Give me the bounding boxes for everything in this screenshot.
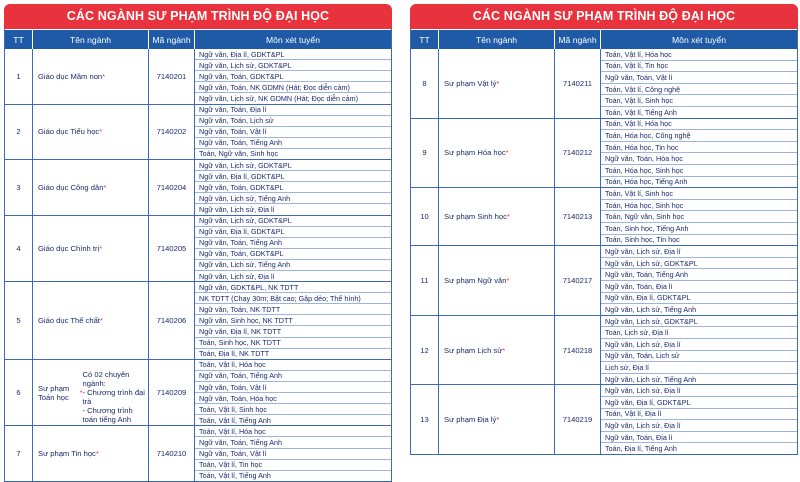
required-asterisk-icon: *: [496, 415, 500, 425]
row-number: 2: [5, 105, 33, 160]
major-name: [439, 119, 555, 188]
subject-combination: Ngữ văn, Địa lí, GDKT&PL: [195, 49, 391, 60]
row-number: 7: [5, 426, 33, 481]
row-number: 5: [5, 282, 33, 359]
major-code: 7140212: [555, 119, 601, 188]
required-asterisk-icon: *: [95, 449, 99, 459]
major-code: 7140204: [149, 160, 195, 215]
subject-combination: Ngữ văn, Toán, Địa lí: [195, 105, 391, 116]
table-row: [5, 216, 391, 283]
subject-combination: Toán, Hóa học, Sinh học: [601, 200, 797, 212]
subject-combination: Ngữ văn, Lịch sử, Địa lí: [601, 420, 797, 432]
subject-combination: Ngữ văn, Toán, Tiếng Anh: [195, 437, 391, 448]
required-asterisk-icon: *: [505, 148, 509, 158]
required-asterisk-icon: *: [99, 243, 103, 253]
major-code: 7140218: [555, 316, 601, 385]
major-code: 7140210: [149, 426, 195, 481]
subject-combination: Ngữ văn, Địa lí, GDKT&PL: [601, 397, 797, 409]
subject-combination: Toán, Vật lí, Tiếng Anh: [199, 415, 271, 425]
subject-combination: Ngữ văn, Toán, NK GDMN (Hát; Đọc diễn cảm): [195, 82, 391, 93]
subject-combination: Ngữ văn, Toán, Vật lí: [195, 127, 391, 138]
subject-combination: Ngữ văn, Lịch sử, Địa lí: [601, 339, 797, 351]
subject-combination: Toán, Vật lí, Sinh học: [601, 188, 797, 200]
table-row: [5, 160, 391, 216]
major-name: [33, 282, 149, 359]
subject-combination: Ngữ văn, Toán, Địa lí: [601, 281, 797, 293]
subject-combination: Lịch sử, Địa lí: [601, 362, 797, 374]
subject-combination: Ngữ văn, Lịch sử, Tiếng Anh: [195, 260, 391, 271]
subject-combination: Ngữ văn, Địa lí, GDKT&PL: [601, 293, 797, 305]
table-row: [411, 385, 797, 455]
subject-combination: Toán, Vật lí, Sinh học: [601, 95, 797, 107]
major-name-text: Sư phạm Tin học: [38, 449, 96, 459]
subject-combination: Toán, Địa lí, NK TDTT: [199, 349, 270, 359]
subject-combination: Toán, Vật lí, Tiếng Anh: [199, 471, 271, 481]
table-row: [5, 49, 391, 105]
major-name-text: Giáo dục Mầm non: [38, 71, 103, 81]
major-name-text: Sư phạm Hóa học: [444, 148, 506, 158]
subject-combination: Toán, Sinh học, Tiếng Anh: [601, 223, 797, 235]
subject-combination: Toán, Vật lí, Địa lí: [601, 409, 797, 421]
major-name: [439, 49, 555, 118]
table-row: [5, 105, 391, 161]
major-name: [33, 105, 149, 160]
right-panel: [410, 4, 798, 454]
subject-combination: Ngữ văn, Toán, GDKT&PL: [195, 249, 391, 260]
header-tt: TT: [411, 30, 439, 49]
subject-combination: Ngữ văn, Toán, Tiếng Anh: [601, 269, 797, 281]
subject-list: [195, 282, 391, 359]
major-name-text: Sư phạm Địa lý: [444, 415, 497, 425]
table-header: [411, 29, 797, 49]
major-name-text: Giáo dục Tiểu học: [38, 127, 100, 137]
required-asterisk-icon: *: [103, 182, 107, 192]
required-asterisk-icon: *: [506, 275, 510, 285]
major-name: [439, 385, 555, 454]
subject-combination: Toán, Lịch sử, Địa lí: [601, 327, 797, 339]
majors-table-right: [410, 29, 798, 455]
row-number: 8: [411, 49, 439, 118]
subject-combination: Ngữ văn, Lịch sử, GDKT&PL: [195, 60, 391, 71]
major-name: [33, 426, 149, 481]
subject-combination: Toán, Vật lí, Tin học: [195, 460, 391, 471]
header-code: Mã ngành: [149, 30, 195, 49]
subject-combination: Ngữ văn, Toán, NK TDTT: [195, 304, 391, 315]
subject-combination: Ngữ văn, Lịch sử, NK GDMN (Hát; Đọc diễn cảm): [199, 93, 359, 103]
row-number: 4: [5, 216, 33, 282]
header-name: Tên ngành: [439, 30, 555, 49]
major-name: [439, 316, 555, 385]
major-code: 7140211: [555, 49, 601, 118]
subject-combination: Ngữ văn, Toán, Vật lí: [195, 382, 391, 393]
required-asterisk-icon: *: [102, 71, 106, 81]
major-code: 7140213: [555, 188, 601, 245]
subject-combination: Ngữ văn, Lịch sử, Địa lí: [601, 385, 797, 397]
subject-combination: NK TDTT (Chạy 30m; Bật cao; Gập dẻo; Thể hình): [195, 293, 391, 304]
row-number: 9: [411, 119, 439, 188]
major-code: 7140202: [149, 105, 195, 160]
major-code: 7140205: [149, 216, 195, 282]
subject-combination: Toán, Địa lí, Tiếng Anh: [605, 444, 677, 454]
table-body: [5, 49, 391, 482]
subject-combination: Toán, Hóa học, Tin học: [601, 142, 797, 154]
table-body: [411, 49, 797, 455]
table-row: [411, 49, 797, 119]
subject-list: [195, 160, 391, 215]
subject-combination: Ngữ văn, Lịch sử, GDKT&PL: [601, 316, 797, 328]
subject-combination: Ngữ văn, Toán, Hóa học: [601, 153, 797, 165]
subject-combination: Toán, Vật lí, Tin học: [601, 61, 797, 73]
row-number: 12: [411, 316, 439, 385]
major-name: [439, 246, 555, 315]
table-row: [411, 188, 797, 246]
subject-combination: Toán, Hóa học, Công nghệ: [601, 130, 797, 142]
left-panel: [4, 4, 392, 481]
subject-combination: Ngữ văn, Sinh học, NK TDTT: [195, 315, 391, 326]
subject-combination: Ngữ văn, Toán, GDKT&PL: [195, 71, 391, 82]
panel-title: CÁC NGÀNH SƯ PHẠM TRÌNH ĐỘ ĐẠI HỌC: [410, 4, 798, 29]
subject-combination: Toán, Sinh học, NK TDTT: [195, 338, 391, 349]
major-code: 7140219: [555, 385, 601, 454]
subject-list: [601, 188, 797, 245]
subject-list: [195, 49, 391, 104]
subject-combination: Toán, Vật lí, Hóa học: [601, 49, 797, 61]
major-name: [33, 360, 149, 426]
major-name-text: Sư phạm Toán học: [38, 383, 70, 402]
major-name: [33, 49, 149, 104]
major-name: [33, 216, 149, 282]
subject-combination: Toán, Vật lí, Hóa học: [195, 426, 391, 437]
subject-combination: Ngữ văn, Toán, Địa lí: [601, 432, 797, 444]
major-code: 7140206: [149, 282, 195, 359]
table-row: [5, 360, 391, 427]
major-name-detail: Có 02 chuyên ngành: - Chương trình đại trà - Chương trình toán tiếng Anh: [82, 370, 145, 425]
header-tt: TT: [5, 30, 33, 49]
subject-list: [195, 216, 391, 282]
row-number: 10: [411, 188, 439, 245]
major-name: [33, 160, 149, 215]
subject-combination: Ngữ văn, Lịch sử, GDKT&PL: [601, 258, 797, 270]
panel-title: CÁC NGÀNH SƯ PHẠM TRÌNH ĐỘ ĐẠI HỌC: [4, 4, 392, 29]
subject-list: [601, 49, 797, 118]
table-row: [411, 316, 797, 386]
subject-list: [601, 246, 797, 315]
subject-combination: Ngữ văn, Toán, Hóa học: [195, 393, 391, 404]
subject-combination: Ngữ văn, Toán, Tiếng Anh: [195, 138, 391, 149]
required-asterisk-icon: *: [502, 345, 506, 355]
header-code: Mã ngành: [555, 30, 601, 49]
subject-combination: Ngữ văn, Lịch sử, Tiếng Anh: [605, 304, 697, 314]
majors-table-left: [4, 29, 392, 482]
subject-combination: Ngữ văn, Toán, Tiếng Anh: [195, 371, 391, 382]
required-asterisk-icon: *: [79, 388, 83, 398]
subject-list: [601, 119, 797, 188]
subject-combination: Ngữ văn, Toán, GDKT&PL: [195, 182, 391, 193]
major-code: 7140217: [555, 246, 601, 315]
major-code: 7140201: [149, 49, 195, 104]
major-name-text: Sư phạm Vật lý: [444, 78, 497, 88]
major-name-text: Giáo dục Thể chất: [38, 315, 100, 325]
subject-combination: Toán, Sinh học, Tin học: [605, 235, 680, 245]
subject-combination: Ngữ văn, Địa lí, GDKT&PL: [195, 171, 391, 182]
subject-combination: Ngữ văn, Lịch sử, GDKT&PL: [195, 160, 391, 171]
required-asterisk-icon: *: [506, 212, 510, 222]
table-row: [5, 282, 391, 360]
major-name-text: Sư phạm Lịch sử: [444, 345, 503, 355]
subject-list: [195, 426, 391, 481]
subject-combination: Ngữ văn, Toán, Lịch sử: [601, 351, 797, 363]
row-number: 1: [5, 49, 33, 104]
subject-combination: Toán, Ngữ văn, Sinh học: [601, 211, 797, 223]
subject-combination: Ngữ văn, Địa lí, GDKT&PL: [195, 227, 391, 238]
table-row: [411, 119, 797, 189]
subject-combination: Ngữ văn, Lịch sử, Tiếng Anh: [605, 374, 697, 384]
subject-combination: Ngữ văn, Địa lí, NK TDTT: [195, 326, 391, 337]
table-row: [411, 246, 797, 316]
major-name-text: Giáo dục Chính trị: [38, 243, 100, 253]
subject-list: [195, 360, 391, 426]
header-name: Tên ngành: [33, 30, 149, 49]
subject-combination: Ngữ văn, Toán, Vật lí: [195, 449, 391, 460]
subject-combination: Ngữ văn, Toán, Vật lí: [601, 72, 797, 84]
required-asterisk-icon: *: [496, 78, 500, 88]
subject-combination: Toán, Vật lí, Hóa học: [195, 360, 391, 371]
subject-combination: Toán, Hóa học, Tiếng Anh: [605, 177, 688, 187]
required-asterisk-icon: *: [99, 127, 103, 137]
row-number: 3: [5, 160, 33, 215]
row-number: 6: [5, 360, 33, 426]
subject-list: [601, 316, 797, 385]
subject-combination: Ngữ văn, Lịch sử, Tiếng Anh: [195, 193, 391, 204]
table-header: [5, 29, 391, 49]
subject-combination: Toán, Vật lí, Hóa học: [601, 119, 797, 131]
subject-combination: Ngữ văn, Toán, Lịch sử: [195, 116, 391, 127]
subject-combination: Ngữ văn, Lịch sử, Địa lí: [199, 271, 275, 281]
subject-combination: Ngữ văn, Lịch sử, GDKT&PL: [195, 216, 391, 227]
subject-combination: Ngữ văn, Lịch sử, Địa lí: [199, 204, 275, 214]
subject-combination: Ngữ văn, GDKT&PL, NK TDTT: [195, 282, 391, 293]
major-name-text: Sư phạm Sinh học: [444, 212, 507, 222]
major-name-text: Sư phạm Ngữ văn: [444, 275, 507, 285]
subject-combination: Toán, Ngữ văn, Sinh học: [199, 149, 279, 159]
header-subjects: Môn xét tuyển: [266, 34, 320, 45]
subject-combination: Toán, Hóa học, Sinh học: [601, 165, 797, 177]
table-row: [5, 426, 391, 482]
major-code: 7140209: [149, 360, 195, 426]
header-subjects: Môn xét tuyển: [672, 34, 726, 45]
subject-list: [195, 105, 391, 160]
subject-combination: Toán, Vật lí, Công nghệ: [601, 84, 797, 96]
row-number: 11: [411, 246, 439, 315]
subject-combination: Toán, Vật lí, Tiếng Anh: [605, 107, 677, 117]
subject-combination: Ngữ văn, Lịch sử, Địa lí: [601, 246, 797, 258]
row-number: 13: [411, 385, 439, 454]
major-name: [439, 188, 555, 245]
subject-list: [601, 385, 797, 454]
required-asterisk-icon: *: [99, 315, 103, 325]
subject-combination: Toán, Vật lí, Sinh học: [195, 404, 391, 415]
subject-combination: Ngữ văn, Toán, Tiếng Anh: [195, 238, 391, 249]
major-name-text: Giáo dục Công dân: [38, 182, 104, 192]
